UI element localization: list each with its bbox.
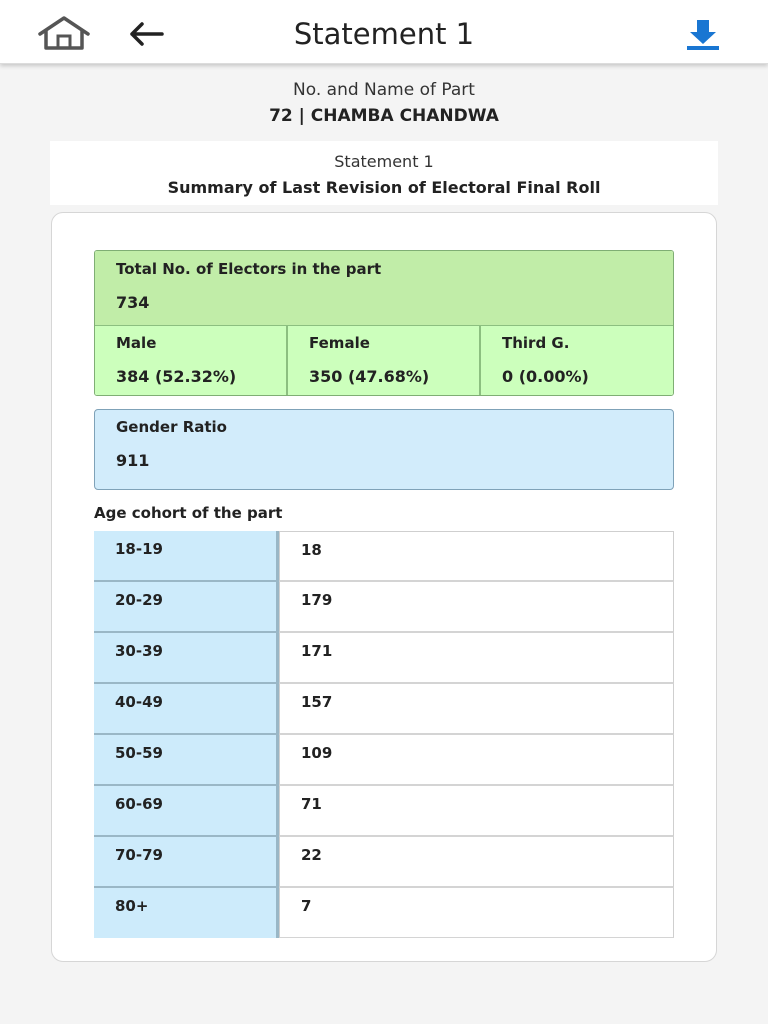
age-range: 30-39 (115, 642, 163, 660)
statement-subtitle: Statement 1 (334, 152, 434, 171)
age-range: 60-69 (115, 795, 163, 813)
total-electors-cell (95, 251, 673, 326)
table-row (94, 531, 674, 582)
back-button[interactable] (124, 14, 168, 54)
age-count-cell (279, 582, 674, 633)
age-count: 18 (301, 541, 322, 559)
total-electors-value: 734 (116, 293, 150, 312)
age-range: 70-79 (115, 846, 163, 864)
age-range: 80+ (115, 897, 149, 915)
electors-panel (94, 250, 674, 396)
age-cohort-heading: Age cohort of the part (94, 504, 283, 522)
age-count-cell (279, 735, 674, 786)
arrow-left-icon (124, 14, 168, 54)
table-row (94, 786, 674, 837)
age-count: 179 (301, 591, 333, 609)
age-cohort-table (94, 531, 674, 938)
table-row (94, 888, 674, 938)
download-button[interactable] (680, 14, 726, 54)
age-range-cell (94, 582, 279, 633)
statement-header (50, 141, 718, 205)
male-cell (95, 326, 288, 396)
age-range: 50-59 (115, 744, 163, 762)
age-count: 157 (301, 693, 333, 711)
home-button[interactable] (36, 14, 92, 54)
age-range-cell (94, 735, 279, 786)
age-range-cell (94, 531, 279, 582)
age-count-cell (279, 531, 674, 582)
female-value: 350 (47.68%) (309, 367, 430, 386)
gender-ratio-panel (94, 409, 674, 490)
age-range: 18-19 (115, 540, 163, 558)
gender-ratio-value: 911 (116, 451, 150, 470)
age-range: 20-29 (115, 591, 163, 609)
male-label: Male (116, 334, 157, 352)
table-row (94, 582, 674, 633)
app-bar (0, 0, 768, 64)
age-range: 40-49 (115, 693, 163, 711)
part-label: No. and Name of Part (293, 80, 475, 100)
age-range-cell (94, 786, 279, 837)
download-icon (680, 14, 726, 54)
home-icon (36, 14, 92, 54)
age-count: 109 (301, 744, 333, 762)
age-count: 7 (301, 897, 312, 915)
page-title: Statement 1 (293, 17, 475, 51)
statement-title: Summary of Last Revision of Electoral Final Roll (167, 178, 601, 197)
third-gender-label: Third G. (502, 334, 570, 352)
table-row (94, 837, 674, 888)
third-gender-cell (481, 326, 674, 396)
gender-ratio-label: Gender Ratio (116, 418, 227, 436)
part-name: 72 | CHAMBA CHANDWA (269, 106, 499, 126)
age-range-cell (94, 633, 279, 684)
age-count-cell (279, 837, 674, 888)
age-count-cell (279, 888, 674, 938)
age-count-cell (279, 684, 674, 735)
age-count: 22 (301, 846, 322, 864)
table-row (94, 633, 674, 684)
age-range-cell (94, 888, 279, 938)
table-row (94, 684, 674, 735)
female-cell (288, 326, 481, 396)
table-row (94, 735, 674, 786)
age-count-cell (279, 786, 674, 837)
third-gender-value: 0 (0.00%) (502, 367, 589, 386)
male-value: 384 (52.32%) (116, 367, 237, 386)
age-count-cell (279, 633, 674, 684)
age-count: 171 (301, 642, 333, 660)
female-label: Female (309, 334, 370, 352)
age-range-cell (94, 837, 279, 888)
total-electors-label: Total No. of Electors in the part (116, 260, 382, 278)
age-range-cell (94, 684, 279, 735)
age-count: 71 (301, 795, 322, 813)
